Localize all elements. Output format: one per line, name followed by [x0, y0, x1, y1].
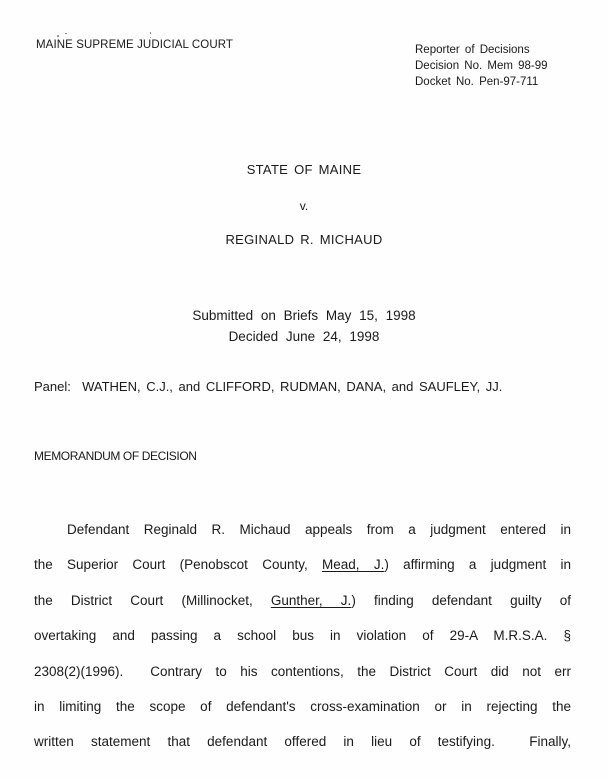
body-text: overtaking and passing a school bus in violation of 29-A M.R.S.A. §	[34, 628, 571, 644]
caption-defendant: REGINALD R. MICHAUD	[225, 232, 383, 247]
body-line	[34, 664, 571, 699]
submitted-date-line: Submitted on Briefs May 15, 1998	[192, 308, 416, 323]
body-line	[34, 628, 571, 663]
body-line	[34, 699, 571, 734]
body-text: ) finding defendant guilty of	[351, 592, 571, 608]
body-line	[34, 734, 571, 769]
body-paragraph	[34, 522, 571, 770]
decision-number-line: Decision No. Mem 98-99	[415, 60, 548, 72]
body-text: Defendant Reginald R. Michaud appeals from a judgment entered in	[67, 522, 571, 537]
dates-block	[0, 306, 608, 347]
scan-artifact-dot	[150, 37, 151, 38]
memorandum-heading: MEMORANDUM OF DECISION	[34, 449, 197, 463]
body-text: written statement that defendant offered in lieu of testifying. Finally,	[34, 734, 571, 750]
body-text: in limiting the scope of defendant's cross-examination or in rejecting the	[34, 698, 571, 714]
panel-line: Panel: WATHEN, C.J., and CLIFFORD, RUDMAN, DANA, and SAUFLEY, JJ.	[34, 379, 503, 394]
caption-versus: v.	[299, 199, 309, 213]
body-text: the District Court (Millinocket,	[34, 592, 271, 608]
scan-artifact-dot	[150, 32, 151, 34]
scan-artifact-dot	[65, 33, 67, 34]
scan-artifact-dot	[57, 35, 59, 37]
body-text: ) affirming a judgment in	[384, 557, 572, 573]
judge-citation: Gunther, J.	[270, 592, 352, 608]
docket-number-line: Docket No. Pen-97-711	[415, 76, 539, 88]
court-name: MAINE SUPREME JUDICIAL COURT	[36, 39, 234, 51]
judge-citation: Mead, J.	[322, 557, 385, 573]
body-line	[34, 522, 571, 557]
body-text: the Superior Court (Penobscot County,	[34, 557, 323, 573]
body-line	[34, 557, 571, 592]
body-text: 2308(2)(1996). Contrary to his contentions, the District Court did not err	[34, 663, 571, 679]
reporter-block	[415, 42, 548, 90]
reporter-of-decisions-line: Reporter of Decisions	[415, 44, 530, 56]
decided-date-line: Decided June 24, 1998	[228, 328, 380, 344]
body-line	[34, 593, 571, 628]
caption-plaintiff: STATE OF MAINE	[246, 162, 362, 177]
